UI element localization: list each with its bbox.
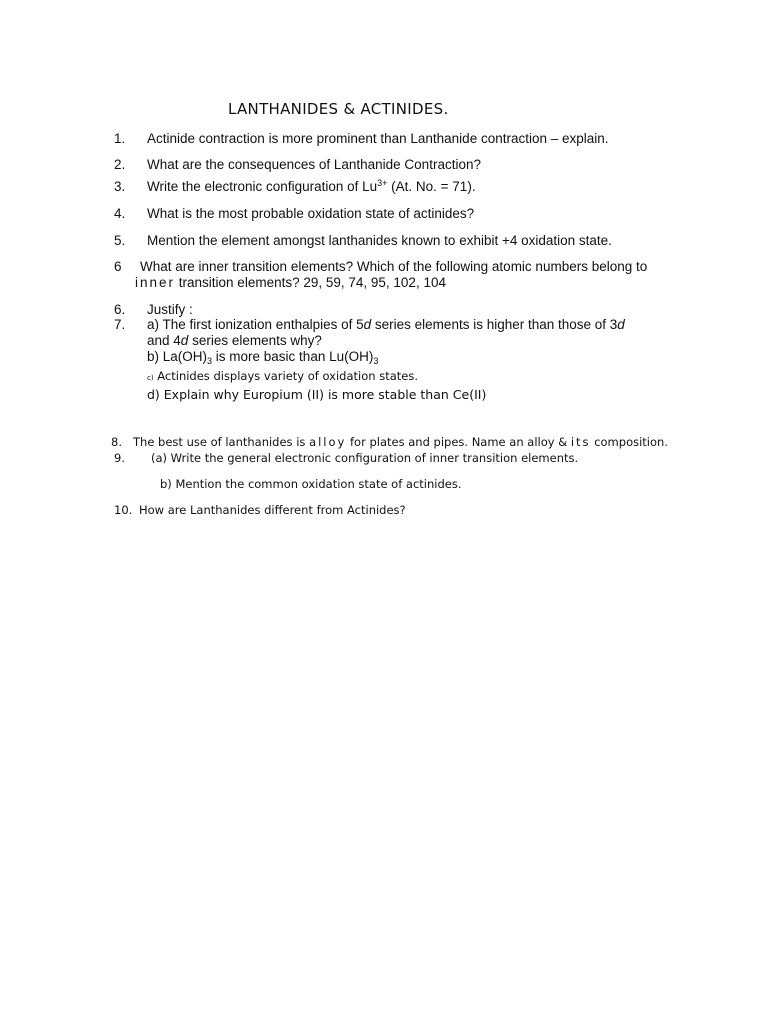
question-6 [114, 259, 647, 274]
subscript: 3 [207, 356, 213, 366]
question-number: 4. [114, 206, 126, 221]
italic-d: d [180, 333, 189, 348]
question-5 [114, 233, 612, 248]
question-text: (a) Write the general electronic configuration of inner transition elements. [151, 451, 579, 465]
justify-item-a-line2-end: series elements why? [188, 333, 322, 348]
justify-item-b: b) La(OH) [147, 349, 208, 364]
question-text: What are inner transition elements? Which of the following atomic numbers belong to [140, 259, 648, 274]
question-2 [114, 157, 481, 172]
subscript: 3 [373, 356, 379, 366]
heading-text: Justify : [147, 302, 193, 317]
question-8 [111, 435, 668, 449]
justify-item-a-line2: and 4 [147, 333, 181, 348]
question-number: 8. [111, 435, 122, 449]
question-7a [114, 317, 625, 332]
spaced-word-inner: inner [135, 275, 176, 290]
question-text-end: composition. [590, 435, 668, 449]
question-number: 2. [114, 157, 126, 172]
atomic-number-list: transition elements? 29, 59, 74, 95, 102, 104 [175, 275, 446, 290]
question-6-line-2 [135, 275, 446, 290]
question-9a [114, 451, 578, 465]
question-number: 5. [114, 233, 126, 248]
question-text: Actinide contraction is more prominent than Lanthanide contraction – explain. [147, 131, 609, 146]
question-text: Mention the element amongst lanthanides known to exhibit +4 oxidation state. [147, 233, 612, 248]
question-3 [114, 179, 476, 194]
question-number: 1. [114, 131, 126, 146]
question-number: 10. [114, 503, 133, 517]
justify-item-c: Actinides displays variety of oxidation states. [153, 369, 418, 383]
italic-d: d [363, 317, 372, 332]
question-number: 9. [114, 451, 125, 465]
justify-item-b-cont: is more basic than Lu(OH) [212, 349, 374, 364]
question-number: 6 [114, 259, 122, 274]
italic-d: d [617, 317, 625, 332]
ion-charge: 3+ [377, 178, 388, 188]
question-7d [147, 387, 486, 402]
justify-item-d: d) Explain why Europium (II) is more stable than Ce(II) [147, 387, 487, 402]
question-number: 6. [114, 302, 126, 317]
question-number: 7. [114, 317, 126, 332]
question-4 [114, 206, 474, 221]
question-text-cont: for plates and pipes. Name an alloy & [346, 435, 571, 449]
question-text: Write the electronic configuration of Lu [147, 179, 378, 194]
spaced-word-its: its [570, 435, 591, 449]
question-7c [147, 369, 418, 383]
question-number: 3. [114, 179, 126, 194]
question-10 [114, 503, 406, 517]
question-7a-line-2 [147, 333, 322, 348]
spaced-word-alloy: alloy [309, 435, 347, 449]
question-text: What is the most probable oxidation state of actinides? [147, 206, 475, 221]
question-text: What are the consequences of Lanthanide Contraction? [147, 157, 481, 172]
question-text: How are Lanthanides different from Actinides? [139, 503, 406, 517]
question-text: The best use of lanthanides is [133, 435, 310, 449]
justify-item-a: a) The first ionization enthalpies of 5 [147, 317, 364, 332]
question-9b [160, 477, 462, 491]
justify-item-a-cont: series elements is higher than those of 3 [371, 317, 618, 332]
question-text: b) Mention the common oxidation state of actinides. [160, 477, 462, 491]
justify-heading [114, 302, 193, 317]
item-label-c: c) [147, 374, 154, 382]
question-7b [147, 349, 378, 364]
page-title: LANTHANIDES & ACTINIDES. [228, 100, 449, 118]
question-1 [114, 131, 609, 146]
question-text-atomic-number: (At. No. = 71). [387, 179, 476, 194]
